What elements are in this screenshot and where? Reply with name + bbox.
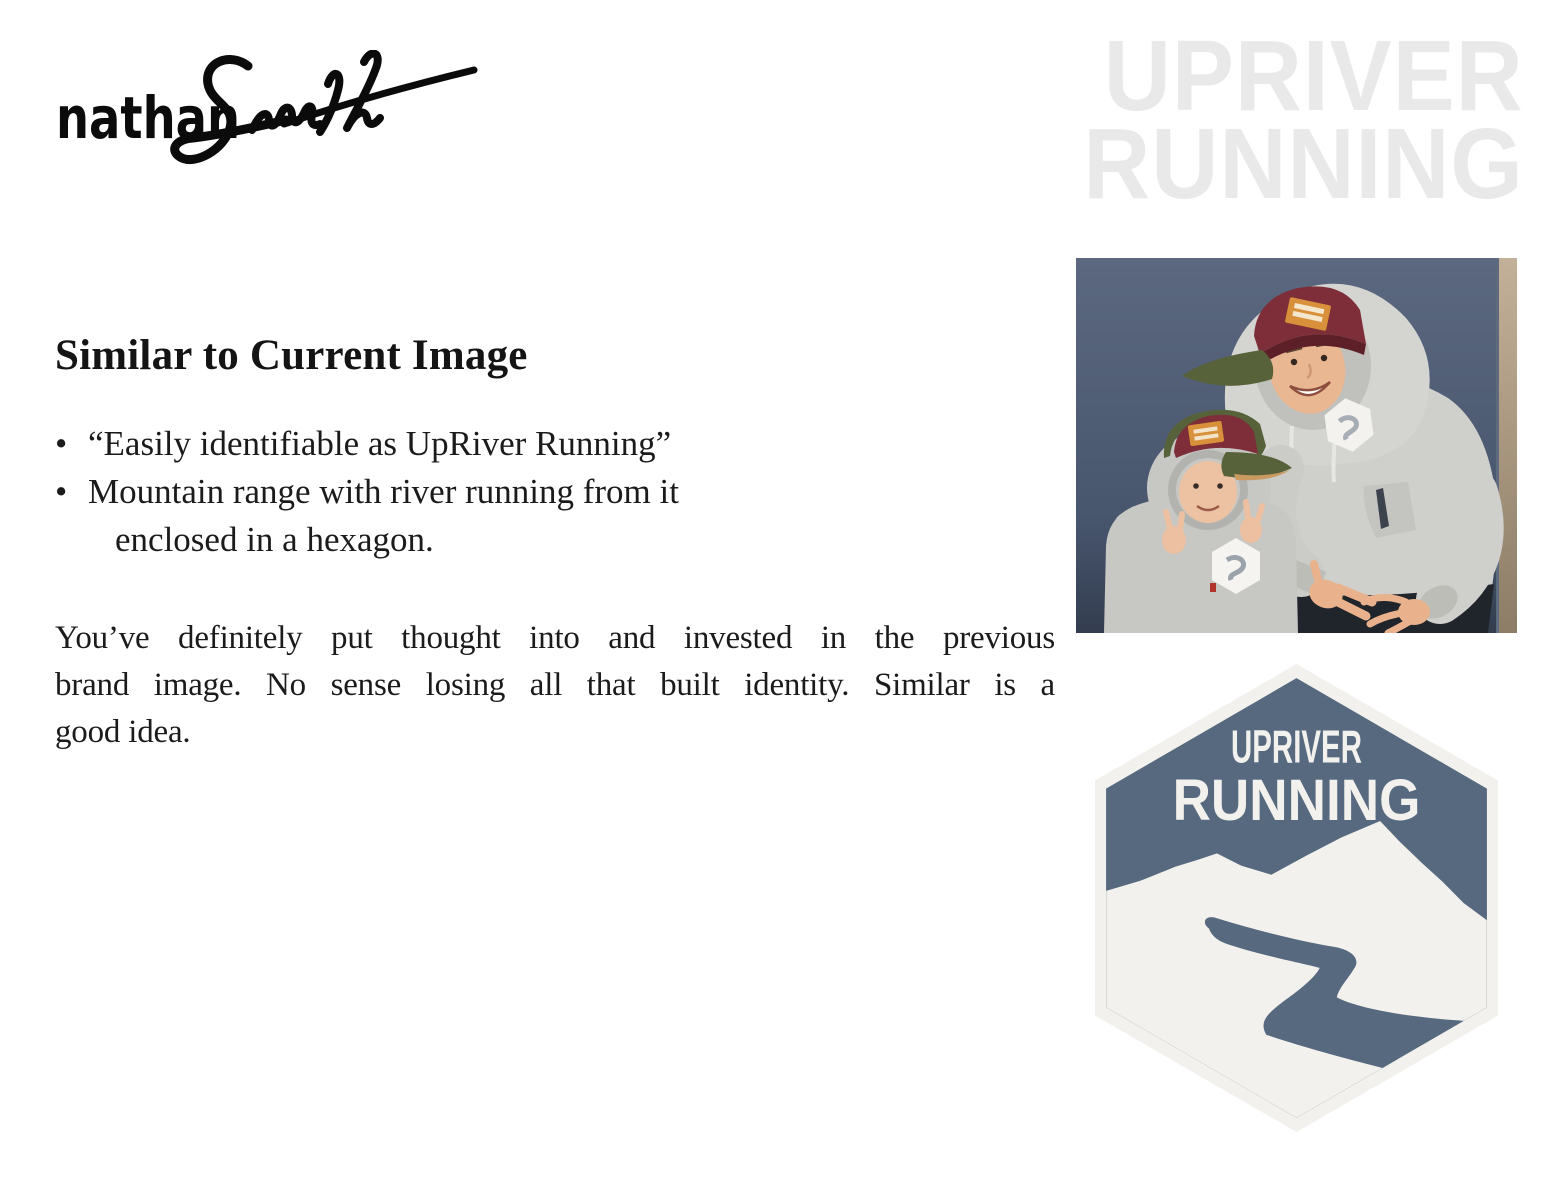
watermark-upriver-running <box>1083 20 1524 220</box>
paragraph-line: brand image. No sense losing all that built identity. Similar is a <box>55 667 1055 703</box>
brand-first-name: nathan <box>56 84 240 152</box>
bullet-dot-icon: • <box>55 424 68 463</box>
badge-text-upriver: UPRIVER <box>1231 720 1362 773</box>
bullet-line: Mountain range with river running from it <box>88 472 679 511</box>
child-eye <box>1217 483 1223 489</box>
wall-corner-tan <box>1499 258 1517 633</box>
wall-corner-line <box>1496 258 1499 633</box>
list-item <box>55 420 679 468</box>
paragraph-line: You’ve definitely put thought into and invested in the previous <box>55 620 1055 656</box>
watermark-line-running: RUNNING <box>1083 108 1524 220</box>
bullet-list <box>55 420 679 564</box>
paragraph-line: good idea. <box>55 714 191 750</box>
watermark-line-upriver: UPRIVER <box>1104 20 1524 132</box>
bullet-line: enclosed in a hexagon. <box>115 520 434 559</box>
child-zip-tag <box>1210 583 1216 592</box>
bullet-line: “Easily identifiable as UpRiver Running” <box>88 424 672 463</box>
nathan-smith-logo <box>52 50 482 185</box>
body-paragraph <box>55 615 1055 756</box>
man-eye <box>1321 355 1327 361</box>
photo-upriver-hoodies <box>1076 258 1517 633</box>
signature-smith <box>175 53 474 159</box>
badge-text-running: RUNNING <box>1172 767 1421 834</box>
page-title: Similar to Current Image <box>55 332 528 379</box>
upriver-running-badge <box>1095 664 1498 1132</box>
bullet-dot-icon: • <box>55 472 68 511</box>
man-eye <box>1291 359 1297 365</box>
list-item <box>55 468 679 564</box>
child-eye <box>1193 483 1199 489</box>
